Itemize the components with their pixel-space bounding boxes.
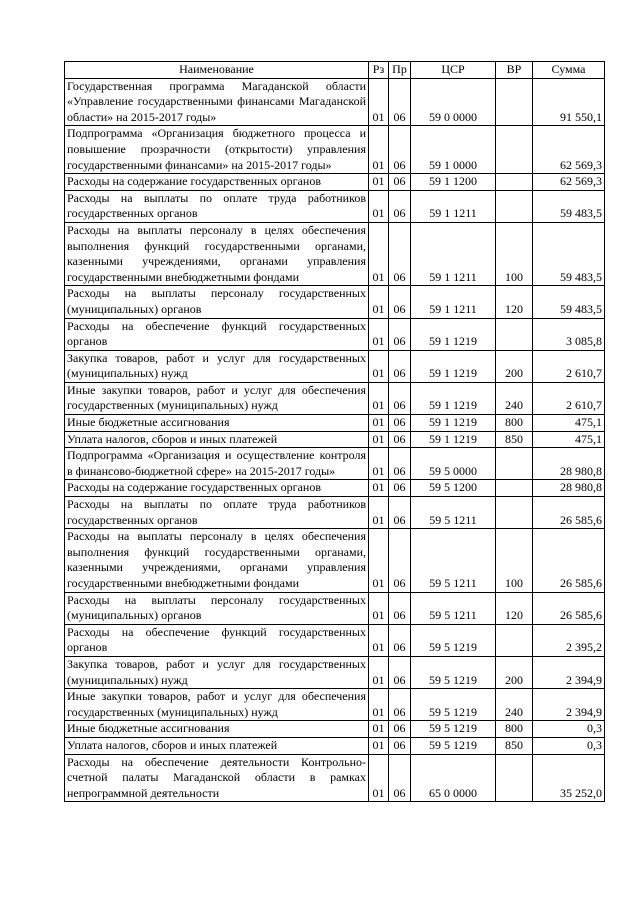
table-row [65,480,605,497]
table-row [65,431,605,448]
row-vr: 120 [496,592,533,624]
row-sum: 59 483,5 [533,190,605,222]
table-row [65,318,605,350]
row-name: Иные закупки товаров, работ и услуг для обеспечения государственных (муниципальных) нужд [65,382,369,414]
row-vr: 120 [496,286,533,318]
row-rz: 01 [369,448,389,480]
row-csr: 59 1 1211 [411,222,496,285]
row-name: Подпрограмма «Организация и осуществление контроля в финансово-бюджетной сфере» на 2015-2017 годы» [65,448,369,480]
row-sum: 475,1 [533,415,605,432]
row-vr: 200 [496,350,533,382]
table-header-row [65,62,605,79]
row-sum: 59 483,5 [533,286,605,318]
row-vr: 240 [496,689,533,721]
row-name: Расходы на выплаты персоналу в целях обеспечения выполнения функций государственными органами, казенными учреждениями, органами управления государственными внебюджетными фондами [65,529,369,592]
row-vr: 800 [496,415,533,432]
budget-document [64,61,605,802]
row-name: Расходы на выплаты персоналу государственных (муниципальных) органов [65,592,369,624]
row-sum: 91 550,1 [533,78,605,126]
row-pr: 06 [389,174,411,191]
row-rz: 01 [369,592,389,624]
row-rz: 01 [369,382,389,414]
row-pr: 06 [389,480,411,497]
row-sum: 2 610,7 [533,350,605,382]
row-rz: 01 [369,480,389,497]
row-csr: 59 1 1219 [411,415,496,432]
row-pr: 06 [389,737,411,754]
row-name: Расходы на обеспечение функций государственных органов [65,318,369,350]
row-sum: 3 085,8 [533,318,605,350]
row-rz: 01 [369,737,389,754]
row-csr: 59 1 1219 [411,318,496,350]
table-row [65,624,605,656]
row-pr: 06 [389,415,411,432]
row-vr [496,480,533,497]
row-vr: 850 [496,431,533,448]
table-row [65,689,605,721]
row-pr: 06 [389,350,411,382]
row-sum: 475,1 [533,431,605,448]
row-pr: 06 [389,190,411,222]
table-row [65,737,605,754]
row-name: Расходы на обеспечение функций государственных органов [65,624,369,656]
row-csr: 59 5 1211 [411,497,496,529]
row-csr: 59 1 1211 [411,286,496,318]
row-rz: 01 [369,415,389,432]
row-csr: 59 1 1200 [411,174,496,191]
row-name: Расходы на выплаты персоналу в целях обеспечения выполнения функций государственными органами, казенными учреждениями, органами управления государственными внебюджетными фондами [65,222,369,285]
row-sum: 2 394,9 [533,656,605,688]
row-csr: 59 5 1219 [411,721,496,738]
row-pr: 06 [389,497,411,529]
row-pr: 06 [389,448,411,480]
header-vr: ВР [496,62,533,79]
row-sum: 59 483,5 [533,222,605,285]
row-rz: 01 [369,126,389,174]
row-csr: 59 5 1200 [411,480,496,497]
row-csr: 59 5 1219 [411,656,496,688]
row-csr: 59 0 0000 [411,78,496,126]
row-rz: 01 [369,497,389,529]
row-pr: 06 [389,721,411,738]
row-rz: 01 [369,222,389,285]
row-pr: 06 [389,431,411,448]
row-pr: 06 [389,656,411,688]
table-row [65,78,605,126]
table-row [65,592,605,624]
table-row [65,286,605,318]
row-name: Иные закупки товаров, работ и услуг для обеспечения государственных (муниципальных) нужд [65,689,369,721]
table-row [65,448,605,480]
row-vr: 100 [496,529,533,592]
row-vr [496,126,533,174]
row-vr [496,497,533,529]
table-row [65,190,605,222]
row-name: Закупка товаров, работ и услуг для государственных (муниципальных) нужд [65,350,369,382]
row-rz: 01 [369,754,389,802]
row-sum: 0,3 [533,737,605,754]
row-csr: 59 5 1219 [411,624,496,656]
row-name: Закупка товаров, работ и услуг для государственных (муниципальных) нужд [65,656,369,688]
row-pr: 06 [389,529,411,592]
budget-table [64,61,605,802]
row-csr: 59 5 1219 [411,737,496,754]
row-pr: 06 [389,382,411,414]
header-name: Наименование [65,62,369,79]
row-vr [496,754,533,802]
row-vr: 850 [496,737,533,754]
row-sum: 0,3 [533,721,605,738]
row-csr: 59 1 1211 [411,190,496,222]
row-sum: 28 980,8 [533,448,605,480]
row-vr: 240 [496,382,533,414]
row-sum: 2 395,2 [533,624,605,656]
row-rz: 01 [369,174,389,191]
row-rz: 01 [369,78,389,126]
row-name: Расходы на обеспечение деятельности Контрольно-счетной палаты Магаданской области в рамках непрограммной деятельности [65,754,369,802]
row-rz: 01 [369,656,389,688]
row-name: Расходы на выплаты персоналу государственных (муниципальных) органов [65,286,369,318]
row-pr: 06 [389,689,411,721]
row-vr [496,448,533,480]
row-sum: 2 610,7 [533,382,605,414]
table-row [65,382,605,414]
row-sum: 26 585,6 [533,497,605,529]
table-row [65,656,605,688]
row-pr: 06 [389,126,411,174]
row-vr [496,190,533,222]
row-name: Иные бюджетные ассигнования [65,415,369,432]
row-pr: 06 [389,624,411,656]
row-rz: 01 [369,721,389,738]
header-sum: Сумма [533,62,605,79]
row-vr [496,318,533,350]
row-sum: 2 394,9 [533,689,605,721]
table-row [65,754,605,802]
row-sum: 26 585,6 [533,592,605,624]
row-pr: 06 [389,222,411,285]
row-name: Уплата налогов, сборов и иных платежей [65,737,369,754]
row-csr: 59 1 1219 [411,431,496,448]
row-pr: 06 [389,754,411,802]
row-pr: 06 [389,78,411,126]
row-sum: 26 585,6 [533,529,605,592]
row-rz: 01 [369,431,389,448]
row-rz: 01 [369,624,389,656]
row-sum: 62 569,3 [533,126,605,174]
table-row [65,529,605,592]
row-sum: 35 252,0 [533,754,605,802]
row-csr: 59 5 1219 [411,689,496,721]
row-rz: 01 [369,689,389,721]
row-csr: 59 5 1211 [411,592,496,624]
row-sum: 62 569,3 [533,174,605,191]
row-sum: 28 980,8 [533,480,605,497]
row-rz: 01 [369,318,389,350]
row-name: Расходы на содержание государственных органов [65,480,369,497]
row-csr: 59 5 0000 [411,448,496,480]
row-name: Уплата налогов, сборов и иных платежей [65,431,369,448]
row-vr: 200 [496,656,533,688]
row-vr [496,78,533,126]
row-name: Расходы на выплаты по оплате труда работников государственных органов [65,497,369,529]
table-row [65,497,605,529]
table-row [65,350,605,382]
row-csr: 59 1 1219 [411,382,496,414]
row-pr: 06 [389,318,411,350]
row-name: Иные бюджетные ассигнования [65,721,369,738]
header-pr: Пр [389,62,411,79]
table-row [65,174,605,191]
row-vr: 800 [496,721,533,738]
row-name: Государственная программа Магаданской области «Управление государственными финансами Магаданской области» на 2015-2017 годы» [65,78,369,126]
row-name: Подпрограмма «Организация бюджетного процесса и повышение прозрачности (открытости) управления государственными финансами» на 2015-2017 годы» [65,126,369,174]
row-pr: 06 [389,286,411,318]
header-rz: Рз [369,62,389,79]
row-rz: 01 [369,286,389,318]
row-vr [496,174,533,191]
row-csr: 59 1 0000 [411,126,496,174]
row-vr [496,624,533,656]
header-csr: ЦСР [411,62,496,79]
row-name: Расходы на выплаты по оплате труда работников государственных органов [65,190,369,222]
table-row [65,222,605,285]
row-name: Расходы на содержание государственных органов [65,174,369,191]
row-vr: 100 [496,222,533,285]
table-row [65,126,605,174]
row-pr: 06 [389,592,411,624]
row-rz: 01 [369,529,389,592]
row-csr: 59 1 1219 [411,350,496,382]
row-csr: 59 5 1211 [411,529,496,592]
row-rz: 01 [369,190,389,222]
table-row [65,415,605,432]
table-row [65,721,605,738]
row-rz: 01 [369,350,389,382]
row-csr: 65 0 0000 [411,754,496,802]
